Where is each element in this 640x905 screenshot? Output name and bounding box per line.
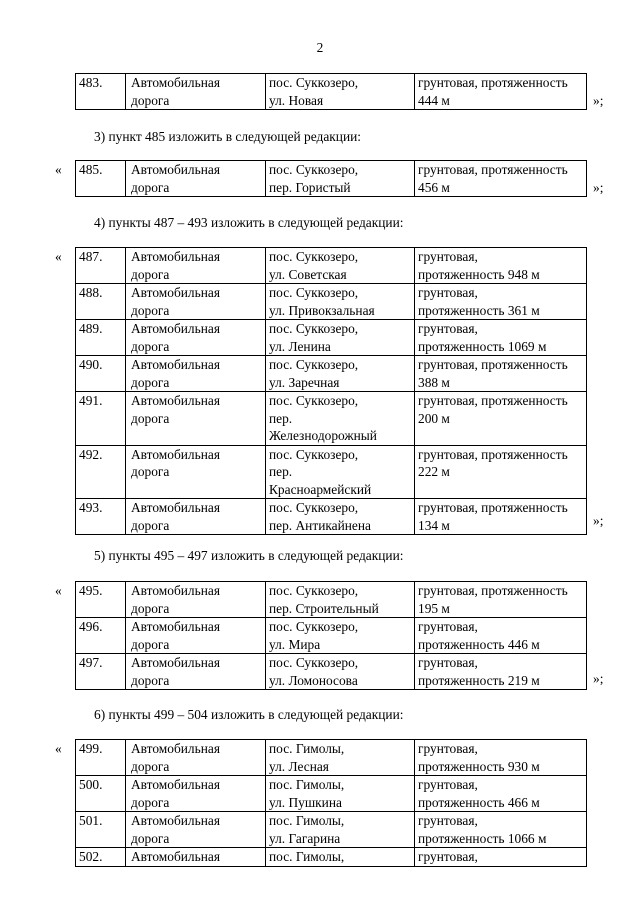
location-cell bbox=[266, 654, 415, 690]
object-type-cell bbox=[126, 848, 266, 867]
description-cell-line: протяженность 446 м bbox=[418, 636, 540, 652]
object-type-cell-line: Автомобильная bbox=[131, 655, 220, 670]
description-cell bbox=[415, 776, 587, 812]
description-cell-line: протяженность 219 м bbox=[418, 672, 540, 688]
description-cell bbox=[415, 582, 587, 618]
description-cell-line: 200 м bbox=[418, 410, 450, 426]
object-type-cell-line: Автомобильная bbox=[131, 321, 220, 336]
location-cell-line: пос. Суккозеро, bbox=[269, 393, 359, 408]
description-cell-line: грунтовая, протяженность bbox=[418, 583, 568, 598]
description-cell-line: протяженность 948 м bbox=[418, 266, 540, 282]
item-number-cell-text: 489. bbox=[79, 321, 103, 336]
location-cell-line: ул. Ломоносова bbox=[269, 672, 358, 688]
item-number-cell-text: 495. bbox=[79, 583, 103, 598]
open-quote-mark: « bbox=[55, 249, 62, 264]
item-number-cell-text: 492. bbox=[79, 446, 103, 462]
location-cell bbox=[266, 445, 415, 499]
location-cell-line: Красноармейский bbox=[269, 481, 372, 497]
item-number-cell bbox=[76, 248, 126, 284]
description-cell-line: грунтовая, bbox=[418, 285, 478, 300]
item-number-cell-text: 496. bbox=[79, 619, 103, 634]
section-heading-3: 3) пункт 485 изложить в следующей редакции: bbox=[94, 129, 362, 144]
description-cell-line: грунтовая, bbox=[418, 849, 478, 864]
item-number-cell bbox=[76, 320, 126, 356]
object-type-cell bbox=[126, 445, 266, 499]
table-row bbox=[76, 812, 587, 848]
location-cell-line: пер. bbox=[269, 464, 293, 479]
object-type-cell-line: Автомобильная bbox=[131, 813, 220, 828]
description-cell bbox=[415, 445, 587, 499]
description-cell-line: грунтовая, bbox=[418, 741, 478, 756]
item-number-cell-text: 487. bbox=[79, 249, 103, 264]
item-number-cell bbox=[76, 392, 126, 446]
object-type-cell bbox=[126, 499, 266, 535]
table-row bbox=[76, 284, 587, 320]
object-type-cell-line: Автомобильная bbox=[131, 357, 220, 372]
close-quote-mark: »; bbox=[593, 180, 604, 195]
location-cell-line: ул. Привокзальная bbox=[269, 302, 375, 318]
location-cell bbox=[266, 320, 415, 356]
object-type-cell-line: дорога bbox=[131, 92, 170, 108]
location-cell-line: ул. Советская bbox=[269, 266, 347, 282]
object-type-cell-line: Автомобильная bbox=[131, 849, 220, 864]
section-heading-4: 4) пункты 487 – 493 изложить в следующей редакции: bbox=[94, 215, 404, 230]
object-type-cell bbox=[126, 248, 266, 284]
location-cell-line: ул. Лесная bbox=[269, 758, 329, 774]
description-cell-line: грунтовая, bbox=[418, 249, 478, 264]
location-cell-line: пос. Гимолы, bbox=[269, 813, 345, 828]
item-number-cell-text: 499. bbox=[79, 741, 103, 756]
description-cell-line: 456 м bbox=[418, 179, 450, 195]
location-cell bbox=[266, 776, 415, 812]
table-row bbox=[76, 161, 587, 197]
table-row bbox=[76, 445, 587, 499]
location-cell-line: пер. Строительный bbox=[269, 600, 379, 616]
description-cell-line: грунтовая, bbox=[418, 321, 478, 336]
item-number-cell bbox=[76, 284, 126, 320]
description-cell-line: протяженность 1066 м bbox=[418, 830, 547, 846]
location-cell-line: пос. Суккозеро, bbox=[269, 321, 359, 336]
description-cell-line: грунтовая, протяженность bbox=[418, 357, 568, 372]
object-type-cell bbox=[126, 392, 266, 446]
close-quote-mark: »; bbox=[593, 671, 604, 686]
description-cell-line: протяженность 1069 м bbox=[418, 338, 547, 354]
location-cell bbox=[266, 812, 415, 848]
open-quote-mark: « bbox=[55, 583, 62, 598]
object-type-cell bbox=[126, 618, 266, 654]
object-type-cell-line: Автомобильная bbox=[131, 583, 220, 598]
object-type-cell-line: дорога bbox=[131, 179, 170, 195]
item-number-cell-text: 490. bbox=[79, 357, 103, 372]
item-number-cell-text: 501. bbox=[79, 813, 103, 828]
object-type-cell-line: дорога bbox=[131, 302, 170, 318]
object-type-cell-line: дорога bbox=[131, 758, 170, 774]
location-cell-line: ул. Пушкина bbox=[269, 794, 342, 810]
location-cell bbox=[266, 392, 415, 446]
description-cell-line: грунтовая, протяженность bbox=[418, 162, 568, 177]
location-cell bbox=[266, 356, 415, 392]
table-row bbox=[76, 582, 587, 618]
item-number-cell-text: 485. bbox=[79, 162, 103, 177]
description-cell bbox=[415, 74, 587, 110]
item-number-cell bbox=[76, 582, 126, 618]
object-type-cell bbox=[126, 74, 266, 110]
location-cell-line: пос. Суккозеро, bbox=[269, 285, 359, 300]
object-type-cell-line: Автомобильная bbox=[131, 75, 220, 90]
object-type-cell bbox=[126, 161, 266, 197]
location-cell-line: пос. Суккозеро, bbox=[269, 655, 359, 670]
location-cell-line: пос. Суккозеро, bbox=[269, 619, 359, 634]
description-cell bbox=[415, 284, 587, 320]
description-cell-line: грунтовая, протяженность bbox=[418, 446, 568, 462]
registry-table-499-504 bbox=[75, 739, 587, 867]
table-row bbox=[76, 74, 587, 110]
table-row bbox=[76, 248, 587, 284]
table-row bbox=[76, 320, 587, 356]
object-type-cell-line: Автомобильная bbox=[131, 446, 220, 462]
object-type-cell-line: Автомобильная bbox=[131, 162, 220, 177]
object-type-cell-line: дорога bbox=[131, 672, 170, 688]
location-cell-line: пер. Гористый bbox=[269, 179, 351, 195]
description-cell-line: 444 м bbox=[418, 92, 450, 108]
location-cell-line: пос. Гимолы, bbox=[269, 849, 345, 864]
page-number: 2 bbox=[316, 40, 324, 55]
section-heading-5: 5) пункты 495 – 497 изложить в следующей редакции: bbox=[94, 548, 404, 563]
object-type-cell-line: дорога bbox=[131, 794, 170, 810]
object-type-cell bbox=[126, 740, 266, 776]
object-type-cell-line: Автомобильная bbox=[131, 500, 220, 515]
registry-table-495-497 bbox=[75, 581, 587, 690]
object-type-cell-line: дорога bbox=[131, 374, 170, 390]
location-cell-line: пос. Гимолы, bbox=[269, 777, 345, 792]
object-type-cell bbox=[126, 812, 266, 848]
description-cell-line: грунтовая, bbox=[418, 777, 478, 792]
location-cell bbox=[266, 582, 415, 618]
object-type-cell-line: дорога bbox=[131, 338, 170, 354]
object-type-cell-line: дорога bbox=[131, 636, 170, 652]
item-number-cell bbox=[76, 618, 126, 654]
item-number-cell bbox=[76, 445, 126, 499]
description-cell-line: протяженность 930 м bbox=[418, 758, 540, 774]
description-cell-line: 222 м bbox=[418, 464, 450, 479]
location-cell bbox=[266, 740, 415, 776]
location-cell-line: ул. Гагарина bbox=[269, 830, 341, 846]
location-cell-line: ул. Мира bbox=[269, 636, 321, 652]
description-cell bbox=[415, 812, 587, 848]
location-cell-line: пос. Суккозеро, bbox=[269, 500, 359, 515]
description-cell bbox=[415, 618, 587, 654]
table-row bbox=[76, 848, 587, 867]
description-cell bbox=[415, 356, 587, 392]
location-cell bbox=[266, 284, 415, 320]
object-type-cell-line: Автомобильная bbox=[131, 249, 220, 264]
item-number-cell bbox=[76, 740, 126, 776]
object-type-cell bbox=[126, 654, 266, 690]
description-cell-line: грунтовая, протяженность bbox=[418, 393, 568, 408]
description-cell bbox=[415, 161, 587, 197]
item-number-cell bbox=[76, 848, 126, 867]
description-cell-line: протяженность 466 м bbox=[418, 794, 540, 810]
location-cell-line: пос. Гимолы, bbox=[269, 741, 345, 756]
object-type-cell bbox=[126, 776, 266, 812]
item-number-cell-text: 500. bbox=[79, 777, 103, 792]
description-cell-line: 134 м bbox=[418, 517, 450, 533]
location-cell-line: пос. Суккозеро, bbox=[269, 249, 359, 264]
item-number-cell bbox=[76, 812, 126, 848]
location-cell-line: ул. Ленина bbox=[269, 338, 331, 354]
table-row bbox=[76, 499, 587, 535]
item-number-cell bbox=[76, 499, 126, 535]
location-cell bbox=[266, 848, 415, 867]
location-cell-line: пос. Суккозеро, bbox=[269, 446, 359, 462]
description-cell bbox=[415, 392, 587, 446]
location-cell bbox=[266, 499, 415, 535]
table-row bbox=[76, 618, 587, 654]
item-number-cell bbox=[76, 161, 126, 197]
location-cell bbox=[266, 248, 415, 284]
object-type-cell-line: Автомобильная bbox=[131, 285, 220, 300]
object-type-cell-line: дорога bbox=[131, 600, 170, 616]
section-heading-6: 6) пункты 499 – 504 изложить в следующей редакции: bbox=[94, 707, 404, 722]
registry-table-485 bbox=[75, 160, 587, 197]
item-number-cell-text: 493. bbox=[79, 500, 103, 515]
location-cell bbox=[266, 618, 415, 654]
location-cell-line: пос. Суккозеро, bbox=[269, 583, 359, 598]
location-cell-line: пос. Суккозеро, bbox=[269, 162, 359, 177]
object-type-cell-line: дорога bbox=[131, 464, 170, 479]
description-cell-line: грунтовая, протяженность bbox=[418, 500, 568, 515]
object-type-cell bbox=[126, 582, 266, 618]
table-row bbox=[76, 392, 587, 446]
description-cell-line: 195 м bbox=[418, 600, 450, 616]
object-type-cell-line: дорога bbox=[131, 517, 170, 533]
item-number-cell-text: 488. bbox=[79, 285, 103, 300]
description-cell-line: 388 м bbox=[418, 374, 450, 390]
object-type-cell bbox=[126, 284, 266, 320]
description-cell bbox=[415, 248, 587, 284]
location-cell-line: пер. Антикайнена bbox=[269, 517, 371, 533]
object-type-cell-line: дорога bbox=[131, 830, 170, 846]
location-cell-line: пос. Суккозеро, bbox=[269, 357, 359, 372]
item-number-cell-text: 491. bbox=[79, 393, 103, 408]
description-cell bbox=[415, 740, 587, 776]
location-cell bbox=[266, 161, 415, 197]
item-number-cell bbox=[76, 776, 126, 812]
location-cell-line: ул. Заречная bbox=[269, 374, 340, 390]
description-cell-line: грунтовая, протяженность bbox=[418, 75, 568, 90]
description-cell-line: грунтовая, bbox=[418, 813, 478, 828]
description-cell bbox=[415, 848, 587, 867]
table-row bbox=[76, 776, 587, 812]
object-type-cell-line: дорога bbox=[131, 266, 170, 282]
object-type-cell-line: Автомобильная bbox=[131, 393, 220, 408]
object-type-cell-line: Автомобильная bbox=[131, 741, 220, 756]
object-type-cell bbox=[126, 356, 266, 392]
location-cell-line: ул. Новая bbox=[269, 92, 324, 108]
open-quote-mark: « bbox=[55, 741, 62, 756]
table-row bbox=[76, 740, 587, 776]
location-cell-line: пер. bbox=[269, 410, 293, 426]
item-number-cell-text: 502. bbox=[79, 849, 103, 864]
item-number-cell bbox=[76, 356, 126, 392]
registry-table-483 bbox=[75, 73, 587, 110]
table-row bbox=[76, 654, 587, 690]
object-type-cell bbox=[126, 320, 266, 356]
open-quote-mark: « bbox=[55, 162, 62, 177]
description-cell bbox=[415, 499, 587, 535]
item-number-cell bbox=[76, 74, 126, 110]
object-type-cell-line: Автомобильная bbox=[131, 777, 220, 792]
registry-table-487-493 bbox=[75, 247, 587, 535]
description-cell-line: протяженность 361 м bbox=[418, 302, 540, 318]
object-type-cell-line: дорога bbox=[131, 410, 170, 426]
description-cell bbox=[415, 654, 587, 690]
description-cell-line: грунтовая, bbox=[418, 655, 478, 670]
item-number-cell-text: 497. bbox=[79, 655, 103, 670]
item-number-cell bbox=[76, 654, 126, 690]
close-quote-mark: »; bbox=[593, 513, 604, 528]
location-cell bbox=[266, 74, 415, 110]
item-number-cell-text: 483. bbox=[79, 75, 103, 90]
description-cell-line: грунтовая, bbox=[418, 619, 478, 634]
description-cell bbox=[415, 320, 587, 356]
location-cell-line: Железнодорожный bbox=[269, 428, 377, 443]
table-row bbox=[76, 356, 587, 392]
close-quote-mark: »; bbox=[593, 93, 604, 108]
location-cell-line: пос. Суккозеро, bbox=[269, 75, 359, 90]
object-type-cell-line: Автомобильная bbox=[131, 619, 220, 634]
